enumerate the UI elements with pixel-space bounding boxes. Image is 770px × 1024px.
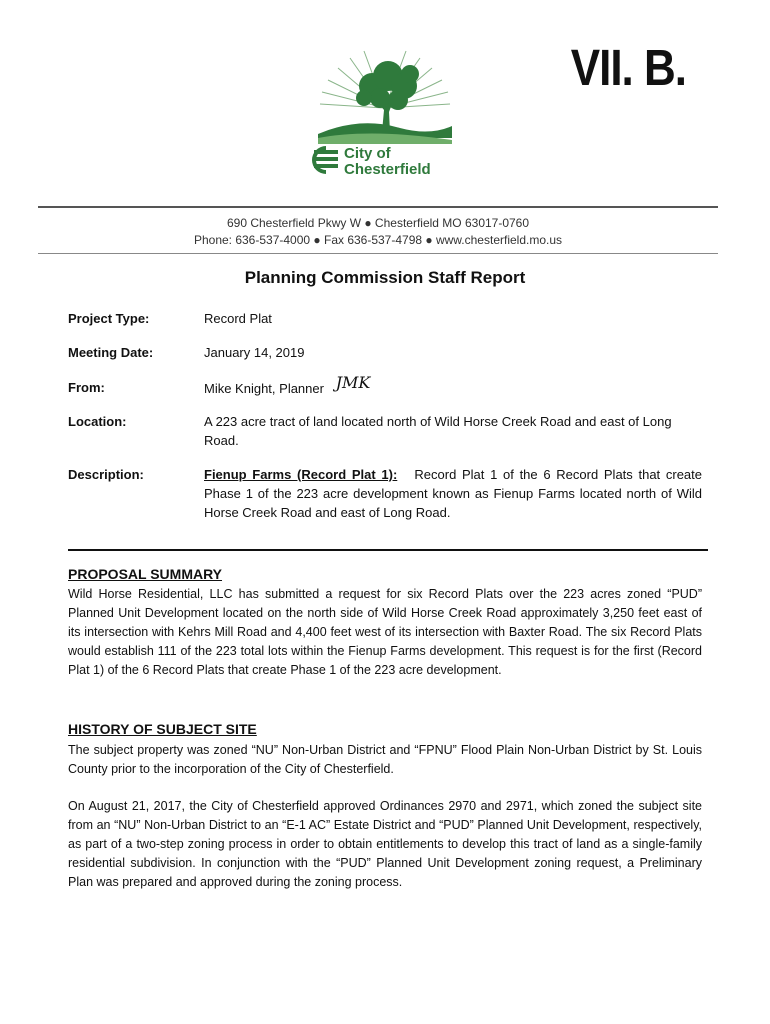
description-value: Record Plat 1 of the 6 Record Plats that create Phase 1 of the 223 acre development known as Fienup Farms located north of Wild Horse Creek Road and east of Long Road. — [204, 467, 703, 520]
header-divider-top — [38, 206, 718, 208]
location-value: A 223 acre tract of land located north of Wild Horse Creek Road and east of Long Road. — [204, 414, 672, 448]
agenda-item-number: VII. B. — [570, 40, 686, 97]
history-text-2: On August 21, 2017, the City of Chesterfield approved Ordinances 2970 and 2971, which zoned the subject site from an “NU” Non-Urban District to an “E-1 AC” Estate District and “PUD” Planned Unit Development, respectively, as part of a two-step zoning process in order to obtain entitlements to develop this tract of land as a single-family residential subdivision. In conjunction with the “PUD” Planned Unit Development zoning request, a Preliminary Plan was prepared and approved during the zoning process. — [68, 799, 702, 889]
description-block — [204, 465, 702, 522]
description-title: Fienup Farms (Record Plat 1): — [204, 467, 398, 482]
project-type-value: Record Plat — [204, 311, 272, 326]
history-text-1: The subject property was zoned “NU” Non-Urban District and “FPNU” Flood Plain Non-Urban District by St. Louis County prior to the incorporation of the City of Chesterfield. — [68, 743, 702, 776]
logo-text-line1: City of — [344, 145, 391, 162]
from-label: From: — [68, 380, 105, 395]
from-value: Mike Knight, Planner — [204, 381, 324, 396]
city-logo — [300, 46, 470, 182]
location-label: Location: — [68, 414, 127, 429]
header-divider-bottom — [38, 253, 718, 254]
logo-text-line2: Chesterfield — [344, 161, 431, 178]
meeting-date-label: Meeting Date: — [68, 345, 154, 360]
contact-phone: Phone: 636-537-4000 ● Fax 636-537-4798 ● www.chesterfield.mo.us — [193, 233, 563, 247]
history-heading: HISTORY OF SUBJECT SITE — [68, 721, 257, 737]
planner-initials-signature: JMK — [335, 373, 371, 392]
proposal-summary-heading: PROPOSAL SUMMARY — [68, 566, 223, 582]
from-row — [204, 373, 704, 398]
description-label: Description: — [68, 467, 144, 482]
meeting-date-value: January 14, 2019 — [204, 345, 305, 360]
contact-address: 690 Chesterfield Pkwy W ● Chesterfield MO 63017-0760 — [226, 216, 530, 230]
tree-logo-icon — [300, 46, 470, 182]
project-type-label: Project Type: — [68, 311, 150, 326]
section-divider — [68, 549, 708, 551]
proposal-summary-text: Wild Horse Residential, LLC has submitted a request for six Record Plats over the 223 acres zoned “PUD” Planned Unit Development located on the north side of Wild Horse Creek Road approximately 3,250 feet east of its intersection with Kehrs Mill Road and 4,400 feet west of its intersection with Baxter Road. The six Record Plats would establish 111 of the 223 total lots within the Fienup Farms development. This request is for the first (Record Plat 1) of the 6 Record Plats that create Phase 1 of the 223 acre development. — [68, 587, 702, 677]
report-title: Planning Commission Staff Report — [244, 268, 526, 287]
